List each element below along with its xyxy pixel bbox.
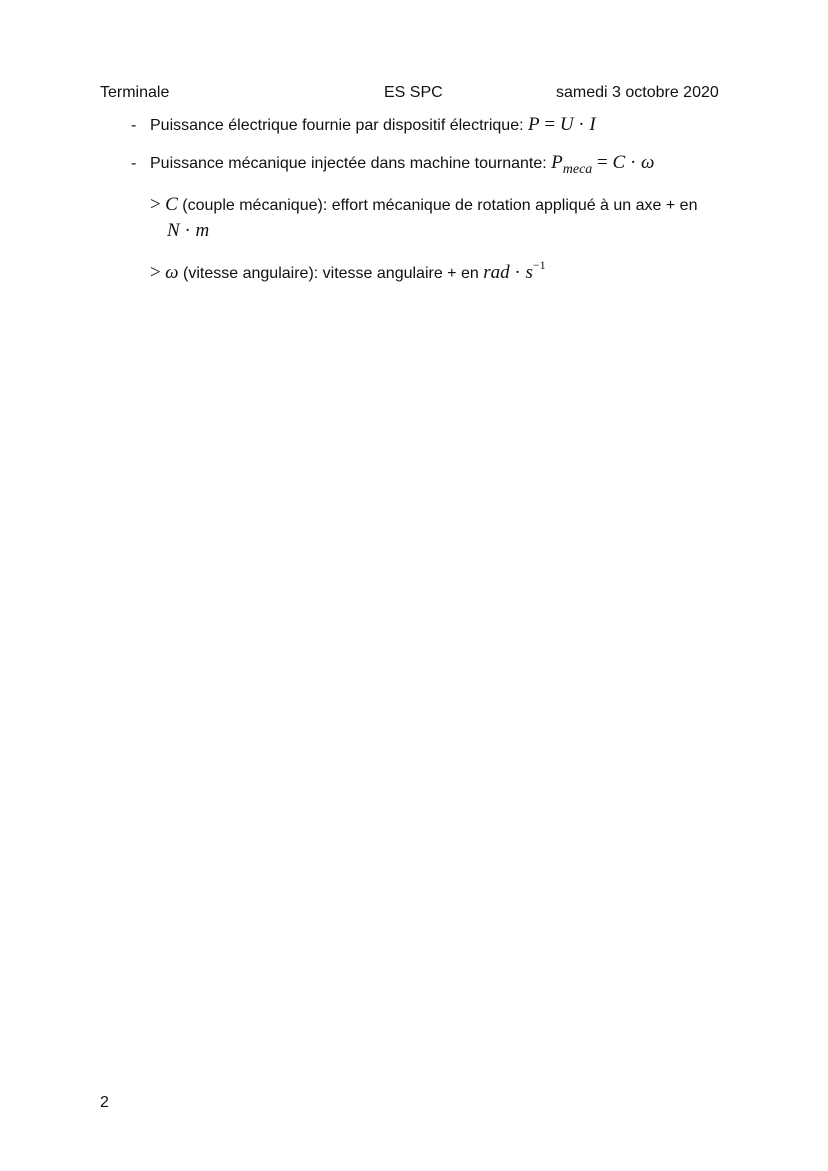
sub-item-angular-velocity: [150, 258, 546, 285]
bullet-text: Puissance électrique fournie par dispositif électrique:: [150, 117, 528, 134]
bullet-marker: -: [131, 117, 137, 134]
unit-torque: N · m: [167, 220, 210, 241]
header-date-label: samedi 3 octobre 2020: [556, 84, 719, 101]
sub-item-text: (vitesse angulaire): vitesse angulaire + en: [178, 265, 484, 282]
header-subject-label: ES SPC: [384, 84, 443, 101]
unit-angular-velocity: rad · $s^{-1}$: [483, 258, 546, 283]
bullet-marker: -: [131, 155, 137, 172]
symbol-torque: C: [165, 194, 178, 215]
formula-electric-power: P = U · I: [527, 114, 596, 135]
sub-item-torque: [150, 194, 697, 217]
page-number: 2: [100, 1094, 109, 1111]
bullet-electric-power: [131, 114, 596, 137]
sub-item-text: (couple mécanique): effort mécanique de rotation appliqué à un axe + en: [177, 197, 698, 214]
header-class-label: Terminale: [100, 84, 170, 101]
bullet-mechanical-power: [131, 152, 654, 175]
sub-item-marker: >: [150, 194, 161, 215]
symbol-omega: ω: [165, 262, 179, 283]
sub-item-marker: >: [150, 262, 161, 283]
formula-mechanical-power: $P_{meca} = C \cdot \omega$: [551, 152, 655, 177]
bullet-text: Puissance mécanique injectée dans machine tournante:: [150, 155, 552, 172]
